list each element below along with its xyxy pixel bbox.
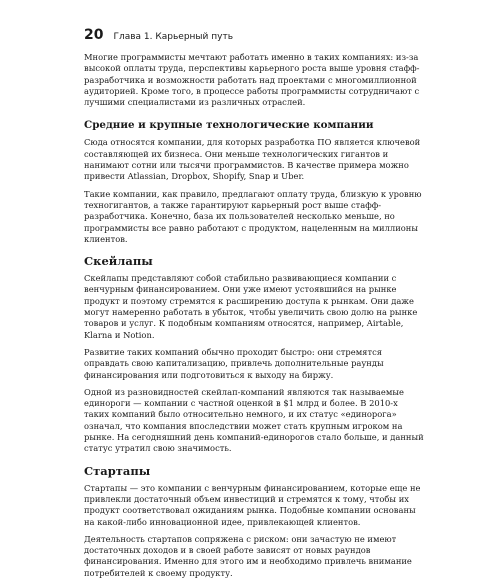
running-header xyxy=(84,27,424,43)
section-heading-startups: Стартапы xyxy=(84,463,151,478)
paragraph: Деятельность стартапов сопряжена с риском: они зачастую не имеют достаточных доходов и в своей работе зависят от новых раундов финансирования. Именно для этого им и необходимо привлечь внимание потребителей к своему продукту. xyxy=(84,533,412,578)
paragraph: Скейлапы представляют собой стабильно развивающиеся компании с венчурным финансированием. Они уже имеют устоявшийся на рынке продукт и поэтому стремятся к расширению доступа к рынкам. Они даже могут намеренно работать в убыток, чтобы увеличить свою долю на рынке товаров и услуг. К подобным компаниям относятся, например, Airtable, Klarna и Notion. xyxy=(84,273,418,340)
section-heading-scaleups: Скейлапы xyxy=(84,254,153,269)
body-text xyxy=(84,52,424,585)
intro-paragraph: Многие программисты мечтают работать именно в таких компаниях: из-за высокой оплаты труда, перспективы карьерного роста выше уровня стафф-разработчика и возможности работать над проектами с многомиллионной аудиторией. Кроме того, в процессе работы программисты сотрудничают с лучшими специалистами из различных отраслей. xyxy=(84,52,420,108)
paragraph: Такие компании, как правило, предлагают оплату труда, близкую к уровню техногигантов, а также гарантируют карьерный рост выше стафф-разработчика. Конечно, база их пользователей несколько меньше, но программисты все равно работают с продуктом, нацеленным на миллионы клиентов. xyxy=(84,188,422,244)
paragraph: Сюда относятся компании, для которых разработка ПО является ключевой составляющей их бизнеса. Они меньше технологических гигантов и нанимают сотни или тысячи программистов. В качестве примера можно привести Atlassian, Dropbox, Shopify, Snap и Uber. xyxy=(84,137,421,182)
chapter-title: Глава 1. Карьерный путь xyxy=(113,32,233,42)
page-number: 20 xyxy=(84,27,104,43)
paragraph: Стартапы — это компании с венчурным финансированием, которые еще не привлекли достаточный объем инвестиций и стремятся к тому, чтобы их продукт соответствовал ожиданиям рынка. Подобные компании основаны на какой-либо инновационной идее, привлекающей клиентов. xyxy=(84,482,421,527)
paragraph: Развитие таких компаний обычно проходит быстро: они стремятся оправдать свою капитализацию, привлечь дополнительные раунды финансирования или подготовиться к выходу на биржу. xyxy=(84,346,384,380)
section-heading-midsize: Средние и крупные технологические компании xyxy=(84,119,374,132)
paragraph: Одной из разновидностей скейлап-компаний являются так называемые единороги — компании с частной оценкой в $1 млрд и более. В 2010-х таких компаний было относительно немного, и их статус «единорога» означал, что компания впоследствии может стать крупным игроком на рынке. На сегодняшний день компаний-единорогов стало больше, и данный статус утратил свою значимость. xyxy=(84,386,424,454)
